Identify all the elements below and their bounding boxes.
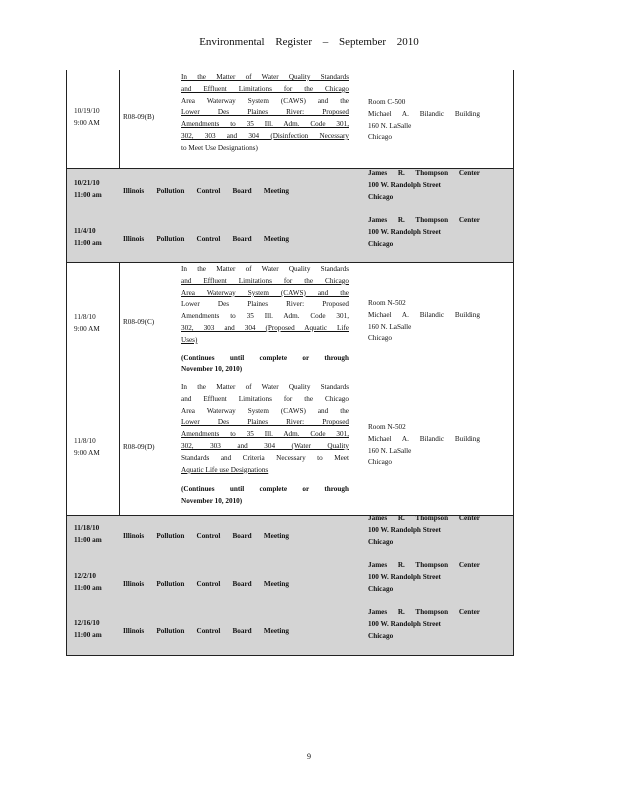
time-text: 11:00 am	[74, 630, 102, 639]
date-text: 12/2/10	[74, 572, 96, 580]
location-line: Michael A. Bilandic Building	[368, 310, 480, 319]
location-line: Room C-500	[368, 98, 406, 106]
date-text: 11/4/10	[74, 227, 96, 235]
table-row	[66, 168, 514, 262]
location-cell	[368, 513, 480, 548]
description-line: Lower Des Plaines River: Proposed	[181, 418, 349, 427]
continues-note: (Continues until complete or through	[181, 485, 349, 494]
meeting-word: Pollution	[156, 235, 185, 243]
description-line: Lower Des Plaines River: Proposed	[181, 108, 349, 117]
description-cell	[181, 264, 349, 376]
location-line: Chicago	[368, 584, 394, 593]
page-header-title: Environmental Register – September 2010	[199, 36, 419, 48]
time-text: 9:00 AM	[74, 118, 100, 127]
description-line: Aquatic Life use Designations	[181, 465, 269, 474]
location-line: 100 W. Randolph Street	[368, 619, 441, 628]
time-text: 9:00 AM	[74, 448, 100, 457]
table-row	[66, 515, 514, 656]
location-cell	[368, 422, 480, 469]
time-text: 11:00 am	[74, 583, 102, 592]
location-cell	[368, 168, 480, 203]
location-cell	[368, 215, 480, 250]
meeting-title	[123, 532, 289, 540]
location-line: Room N-502	[368, 299, 406, 307]
date-cell	[74, 571, 120, 595]
location-cell	[368, 298, 480, 345]
date-cell	[74, 436, 120, 460]
location-line: 100 W. Randolph Street	[368, 180, 441, 189]
location-cell	[368, 560, 480, 595]
description-line: In the Matter of Water Quality Standards	[181, 383, 349, 391]
table-row	[66, 262, 514, 515]
meeting-word: Board	[232, 187, 252, 195]
description-line: In the Matter of Water Quality Standards	[181, 73, 349, 81]
meeting-title	[123, 235, 289, 243]
description-line: Area Waterway System (CAWS) and the	[181, 406, 349, 415]
date-cell	[74, 178, 120, 202]
meeting-word: Pollution	[156, 580, 185, 588]
case-number: R08-09(D)	[123, 443, 155, 451]
meeting-word: Meeting	[263, 627, 289, 635]
meeting-title	[123, 627, 289, 635]
date-cell	[74, 106, 120, 130]
description-line: and Effluent Limitations for the Chicago	[181, 84, 349, 93]
date-text: 10/21/10	[74, 179, 100, 187]
meeting-word: Pollution	[156, 627, 185, 635]
location-line: James R. Thompson Center	[368, 514, 480, 522]
meeting-word: Control	[196, 187, 221, 195]
date-cell	[74, 312, 120, 336]
meeting-title	[123, 187, 289, 195]
description-line: 302, 303 and 304 (Proposed Aquatic Life	[181, 323, 349, 332]
location-line: Chicago	[368, 133, 392, 142]
continues-note: (Continues until complete or through	[181, 353, 349, 362]
date-text: 12/16/10	[74, 619, 100, 627]
meeting-word: Illinois	[123, 532, 145, 540]
description-cell	[181, 72, 349, 155]
meeting-word: Meeting	[263, 187, 289, 195]
meeting-word: Illinois	[123, 235, 145, 243]
location-line: 160 N. LaSalle	[368, 121, 412, 130]
description-line: to Meet Use Designations)	[181, 143, 258, 152]
meeting-word: Board	[232, 235, 252, 243]
time-text: 11:00 am	[74, 535, 102, 544]
meeting-word: Control	[196, 627, 221, 635]
meeting-word: Board	[232, 580, 252, 588]
location-line: Room N-502	[368, 423, 406, 431]
time-text: 11:00 am	[74, 238, 102, 247]
meeting-word: Illinois	[123, 580, 145, 588]
meeting-word: Board	[232, 532, 252, 540]
description-line: and Effluent Limitations for the Chicago	[181, 276, 349, 285]
time-text: 9:00 AM	[74, 324, 100, 333]
location-line: Chicago	[368, 631, 394, 640]
date-cell	[74, 618, 120, 642]
location-line: 100 W. Randolph Street	[368, 572, 441, 581]
date-text: 10/19/10	[74, 107, 100, 115]
meeting-word: Control	[196, 532, 221, 540]
description-line: Standards and Criteria Necessary to Meet	[181, 453, 349, 462]
meeting-title	[123, 580, 289, 588]
description-line: Amendments to 35 Ill. Adm. Code 301,	[181, 312, 349, 321]
meeting-word: Illinois	[123, 187, 145, 195]
location-line: Chicago	[368, 537, 394, 546]
meeting-word: Pollution	[156, 532, 185, 540]
description-line: Area Waterway System (CAWS) and the	[181, 288, 349, 297]
case-number: R08-09(C)	[123, 318, 155, 326]
location-line: 100 W. Randolph Street	[368, 227, 441, 236]
description-line: Lower Des Plaines River: Proposed	[181, 300, 349, 309]
meeting-word: Control	[196, 580, 221, 588]
description-line: Amendments to 35 Ill. Adm. Code 301,	[181, 430, 349, 439]
location-line: Chicago	[368, 192, 394, 201]
time-text: 11:00 am	[74, 190, 102, 199]
description-line: In the Matter of Water Quality Standards	[181, 265, 349, 273]
description-cell	[181, 382, 349, 508]
meeting-word: Illinois	[123, 627, 145, 635]
location-line: Michael A. Bilandic Building	[368, 434, 480, 443]
location-line: 160 N. LaSalle	[368, 322, 412, 331]
location-cell	[368, 97, 480, 144]
location-line: James R. Thompson Center	[368, 216, 480, 224]
location-line: James R. Thompson Center	[368, 561, 480, 569]
meeting-word: Pollution	[156, 187, 185, 195]
meeting-word: Meeting	[263, 580, 289, 588]
location-line: James R. Thompson Center	[368, 608, 480, 616]
meeting-word: Board	[232, 627, 252, 635]
page-number: 9	[307, 752, 311, 761]
continues-note: November 10, 2010)	[181, 365, 243, 374]
location-line: Michael A. Bilandic Building	[368, 109, 480, 118]
meeting-word: Control	[196, 235, 221, 243]
location-line: Chicago	[368, 334, 392, 343]
location-line: Chicago	[368, 458, 392, 467]
location-line: James R. Thompson Center	[368, 169, 480, 177]
meeting-word: Meeting	[263, 532, 289, 540]
case-number: R08-09(B)	[123, 113, 155, 121]
date-cell	[74, 226, 120, 250]
description-line: and Effluent Limitations for the Chicago	[181, 394, 349, 403]
date-text: 11/8/10	[74, 437, 96, 445]
description-line: Amendments to 35 Ill. Adm. Code 301,	[181, 120, 349, 129]
description-line: Uses)	[181, 335, 198, 344]
location-line: Chicago	[368, 239, 394, 248]
continues-note: November 10, 2010)	[181, 497, 243, 506]
description-line: 302, 303 and 304 (Disinfection Necessary	[181, 131, 349, 140]
table-row	[66, 70, 514, 168]
meeting-word: Meeting	[263, 235, 289, 243]
description-line: 302, 303 and 304 (Water Quality	[181, 441, 349, 450]
location-cell	[368, 607, 480, 642]
date-text: 11/18/10	[74, 524, 100, 532]
date-cell	[74, 523, 120, 547]
location-line: 160 N. LaSalle	[368, 446, 412, 455]
date-text: 11/8/10	[74, 313, 96, 321]
location-line: 100 W. Randolph Street	[368, 525, 441, 534]
description-line: Area Waterway System (CAWS) and the	[181, 96, 349, 105]
